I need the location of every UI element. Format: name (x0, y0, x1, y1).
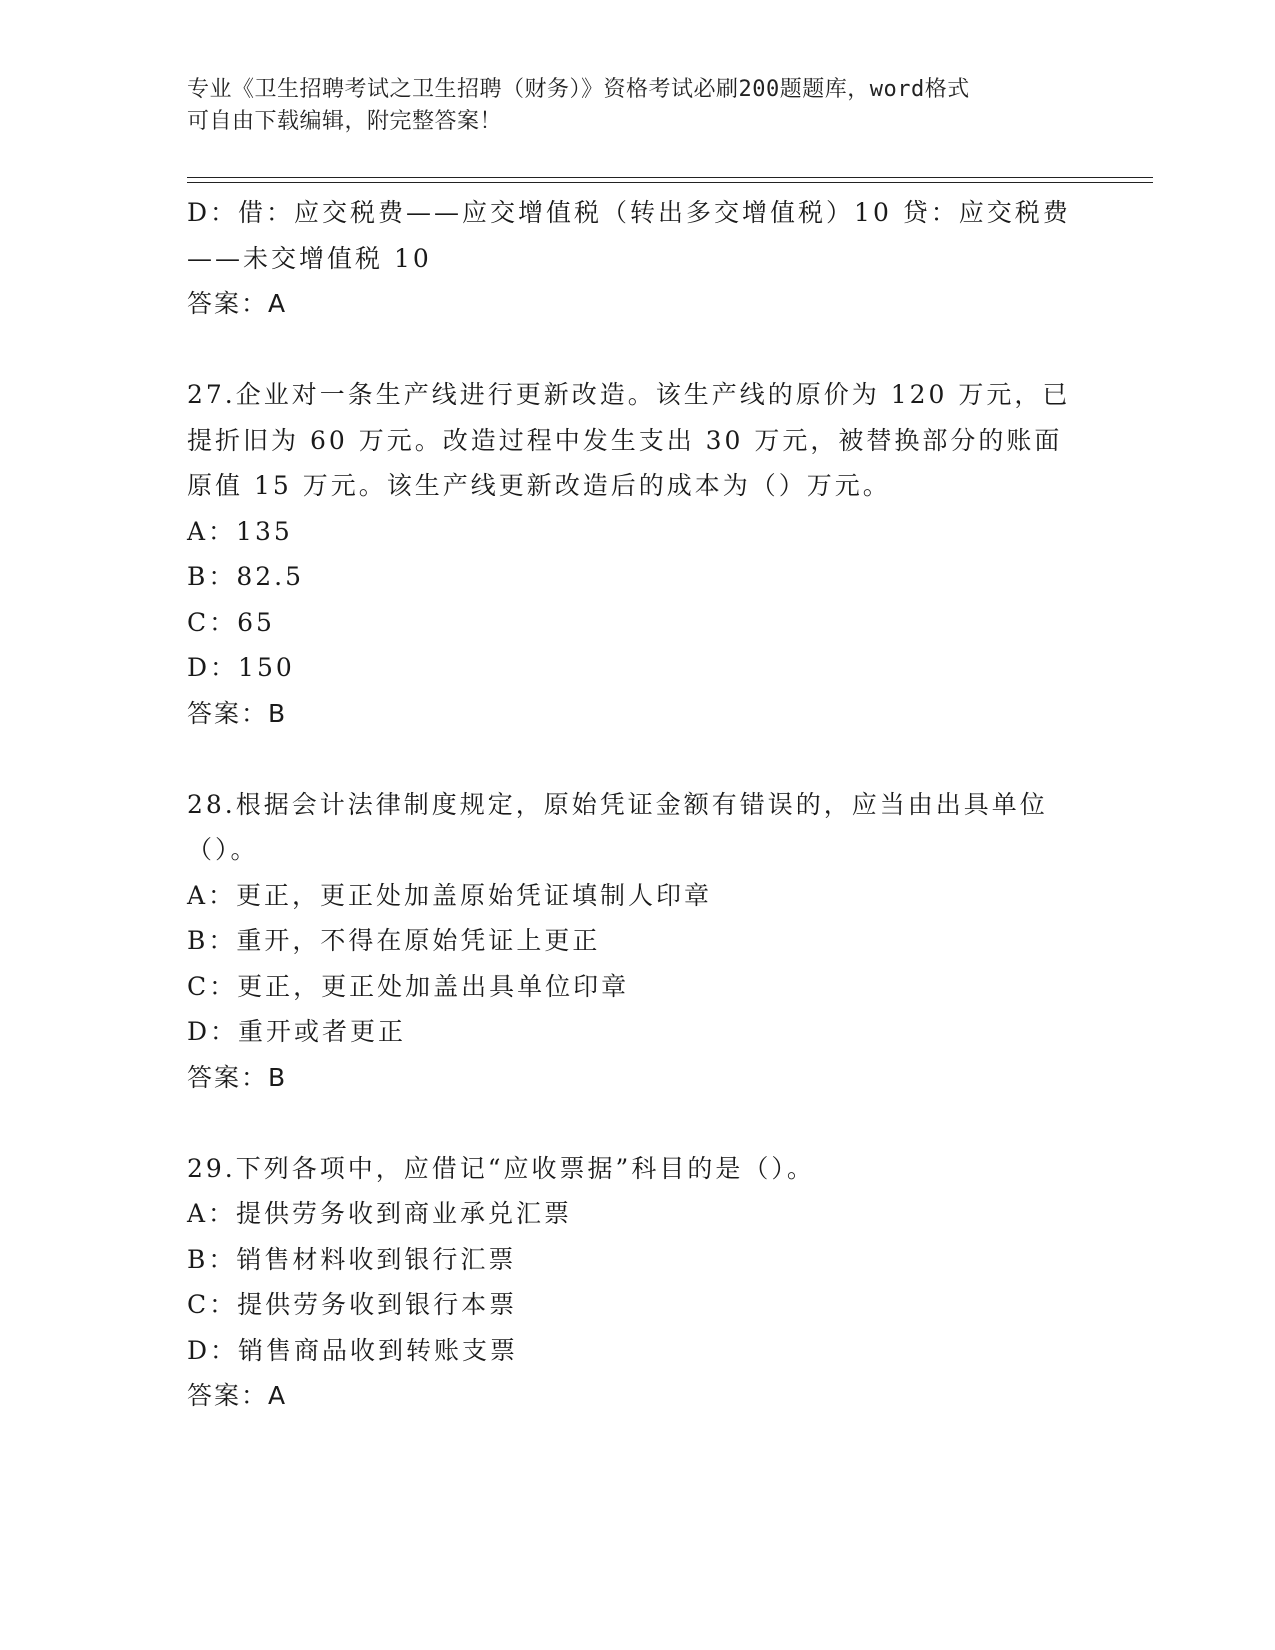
spacer (187, 736, 1087, 782)
option-a: A：135 (187, 516, 293, 546)
spacer (187, 1100, 1087, 1146)
question-stem-line: 28.根据会计法律制度规定，原始凭证金额有错误的，应当由出具单位 (187, 789, 1048, 819)
option-d: D：重开或者更正 (187, 1017, 407, 1046)
option-b: B：82.5 (187, 562, 305, 591)
header-rule-top (187, 177, 1153, 178)
question-list (187, 190, 1087, 1419)
option-d: D：150 (187, 653, 295, 682)
option-b: B：销售材料收到银行汇票 (187, 1244, 517, 1274)
document-header (187, 74, 1087, 138)
header-line-1: 专业《卫生招聘考试之卫生招聘（财务）》资格考试必刷200题题库，word格式 (187, 77, 970, 102)
option-d-line-2: ——未交增值税 10 (187, 243, 432, 273)
question-stem-line: 27.企业对一条生产线进行更新改造。该生产线的原价为 120 万元，已 (187, 380, 1071, 409)
question-stem-line: （）。 (187, 835, 259, 864)
option-c: C：65 (187, 607, 275, 637)
question-block-29 (187, 1146, 1087, 1419)
option-b: B：重开，不得在原始凭证上更正 (187, 926, 601, 955)
option-a: A：提供劳务收到商业承兑汇票 (187, 1199, 573, 1228)
option-c: C：提供劳务收到银行本票 (187, 1290, 518, 1319)
answer-label: 答案：A (187, 1381, 288, 1410)
answer-label: 答案：B (187, 698, 288, 728)
question-stem-line: 29.下列各项中，应借记“应收票据”科目的是（）。 (187, 1153, 815, 1183)
question-stem-line: 提折旧为 60 万元。改造过程中发生支出 30 万元，被替换部分的账面 (187, 425, 1063, 455)
header-line-2: 可自由下载编辑，附完整答案！ (187, 109, 503, 134)
option-d-line-1: D：借：应交税费——应交增值税（转出多交增值税）10 贷：应交税费 (187, 198, 1071, 227)
question-block-prev (187, 190, 1087, 327)
question-block-27 (187, 372, 1087, 736)
option-c: C：更正，更正处加盖出具单位印章 (187, 971, 630, 1001)
spacer (187, 327, 1087, 373)
question-stem-line: 原值 15 万元。该生产线更新改造后的成本为（）万元。 (187, 471, 891, 500)
question-block-28 (187, 782, 1087, 1101)
answer-label: 答案：B (187, 1062, 288, 1092)
answer-label: 答案：A (187, 289, 288, 318)
option-d: D：销售商品收到转账支票 (187, 1335, 519, 1365)
header-rule-bottom (187, 182, 1153, 183)
option-a: A：更正，更正处加盖原始凭证填制人印章 (187, 880, 713, 910)
